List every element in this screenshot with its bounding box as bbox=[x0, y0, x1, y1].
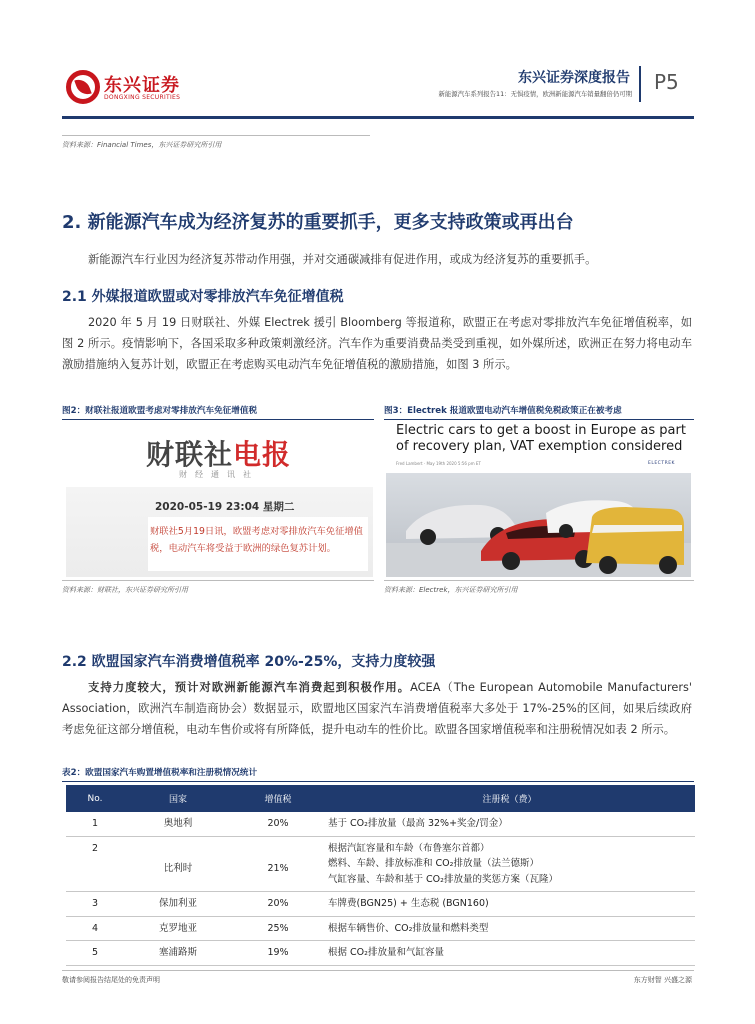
logo-text: 东兴证券 bbox=[104, 75, 180, 96]
vat-table bbox=[66, 785, 695, 966]
figure-2-image bbox=[66, 427, 373, 577]
table-header-row bbox=[66, 785, 695, 812]
report-subtitle: 新能源汽车系列报告11：无惧疫情，欧洲新能源汽车销量翻倍仍可期 bbox=[438, 90, 632, 98]
figure-3-source-rule bbox=[384, 580, 694, 581]
table-2-caption: 表2：欧盟国家汽车购置增值税率和注册税情况统计 bbox=[62, 768, 258, 778]
cell-registration bbox=[324, 812, 695, 836]
cell-vat: 25% bbox=[232, 916, 324, 941]
electrek-headline: Electric cars to get a boost in Europe as part of recovery plan, VAT exemption considered bbox=[396, 423, 686, 454]
cls-brand-main: 财联社 bbox=[146, 438, 234, 471]
cell-vat: 20% bbox=[232, 892, 324, 917]
cls-logo bbox=[146, 433, 291, 473]
table-row bbox=[66, 892, 695, 917]
cell-vat: 21% bbox=[232, 836, 324, 892]
page-number: P5 bbox=[654, 70, 679, 94]
table-row bbox=[66, 941, 695, 966]
cell-country: 塞浦路斯 bbox=[124, 941, 232, 966]
registration-line: 根据 CO₂排放量和气缸容量 bbox=[328, 947, 444, 958]
ev-cars-photo bbox=[386, 473, 691, 577]
cell-country: 奥地利 bbox=[124, 812, 232, 836]
report-brand: 东兴证券深度报告 bbox=[518, 70, 630, 86]
cls-timestamp: 2020-05-19 23:04 星期二 bbox=[155, 501, 295, 513]
registration-line: 燃料、车龄、排放标准和 CO₂排放量（法兰德斯） bbox=[328, 858, 539, 869]
header-rule bbox=[62, 116, 694, 119]
logo-english: DONGXING SECURITIES bbox=[104, 94, 181, 101]
cell-country: 保加利亚 bbox=[124, 892, 232, 917]
cls-news-text: 财联社5月19日讯，欧盟考虑对零排放汽车免征增值税，电动汽车将受益于欧洲的绿色复苏计划。 bbox=[150, 526, 363, 554]
col-header-registration: 注册税（费） bbox=[324, 785, 695, 812]
cell-no: 5 bbox=[66, 941, 124, 966]
figure-2-caption-rule bbox=[62, 419, 374, 420]
footer-slogan: 东方财智 兴盛之源 bbox=[633, 976, 692, 984]
footer-rule bbox=[62, 970, 694, 971]
bold-lead: 支持力度较大，预计对欧洲新能源汽车消费起到积极作用。 bbox=[88, 681, 411, 694]
registration-line: 气缸容量、车龄和基于 CO₂排放量的奖惩方案（瓦隆） bbox=[328, 873, 558, 885]
cell-no: 2 bbox=[66, 836, 124, 892]
cell-no: 1 bbox=[66, 812, 124, 836]
source-rule bbox=[62, 135, 370, 136]
electrek-site-name: ELECTREK bbox=[647, 461, 675, 466]
paragraph-body: ACEA（The European Automobile Manufacturers' Association，欧洲汽车制造商协会）数据显示，欧盟地区国家汽车消费增值税率大多处于 17%-25%的区间，如果后续政府考虑免征这部分增值税，电动车售价或将有所降低，提升电动车的性价比。欧盟各国家增值税率和注册税情况如表 2 所示。 bbox=[62, 681, 692, 736]
table-row bbox=[66, 812, 695, 836]
table-row bbox=[66, 916, 695, 941]
footer-disclaimer: 敬请参阅报告结尾处的免责声明 bbox=[62, 976, 160, 984]
cell-registration bbox=[324, 892, 695, 917]
header-divider bbox=[639, 66, 641, 102]
col-header-country: 国家 bbox=[124, 785, 232, 812]
figure-3-caption-rule bbox=[384, 419, 694, 420]
subsection-paragraph-2-1: 2020 年 5 月 19 日财联社、外媒 Electrek 援引 Bloomberg 等报道称，欧盟正在考虑对零排放汽车免征增值税率，如图 2 所示。疫情影响下，各国采取多种政策刺激经济。汽车作为重要消费品类受到重视，如外媒所述，欧洲正在努力将电动车激励措施纳入复苏计划，欧盟正在考虑购买电动汽车免征增值税的激励措施，如图 3 所示。 bbox=[62, 316, 692, 371]
subsection-title-2-2: 2.2 欧盟国家汽车消费增值税率 20%-25%，支持力度较强 bbox=[62, 654, 436, 670]
col-header-no: No. bbox=[66, 785, 124, 812]
cell-no: 4 bbox=[66, 916, 124, 941]
figure-3-caption: 图3：Electrek 报道欧盟电动汽车增值税免税政策正在被考虑 bbox=[384, 406, 622, 416]
table-2-caption-rule bbox=[62, 781, 694, 782]
figure-3-image bbox=[386, 421, 691, 577]
figure-3-source: 资料来源：Electrek，东兴证券研究所引用 bbox=[384, 586, 518, 594]
electrek-meta: Fred Lambert · May 19th 2020 5:56 pm ET bbox=[396, 461, 481, 466]
cell-registration bbox=[324, 836, 695, 892]
registration-line: 根据车辆售价、CO₂排放量和燃料类型 bbox=[328, 922, 489, 934]
cell-registration bbox=[324, 916, 695, 941]
subsection-paragraph-2-2 bbox=[62, 677, 692, 740]
registration-line: 车牌费(BGN25) + 生态税 (BGN160) bbox=[328, 898, 489, 909]
cls-brand-sub: 财经通讯社 bbox=[179, 470, 259, 479]
cell-country: 比利时 bbox=[124, 836, 232, 892]
col-header-vat: 增值税 bbox=[232, 785, 324, 812]
figure-2-source: 资料来源：财联社，东兴证券研究所引用 bbox=[62, 586, 188, 594]
figure-2-caption: 图2：财联社报道欧盟考虑对零排放汽车免征增值税 bbox=[62, 406, 258, 416]
registration-line: 根据汽缸容量和车龄（布鲁塞尔首都） bbox=[328, 842, 490, 854]
table-row bbox=[66, 836, 695, 892]
cell-vat: 20% bbox=[232, 812, 324, 836]
section-title: 2. 新能源汽车成为经济复苏的重要抓手，更多支持政策或再出台 bbox=[62, 212, 574, 233]
figure-2-source-rule bbox=[62, 580, 374, 581]
van-yellow-icon bbox=[586, 507, 684, 574]
registration-line: 基于 CO₂排放量（最高 32%+奖金/罚金） bbox=[328, 818, 508, 829]
cell-country: 克罗地亚 bbox=[124, 916, 232, 941]
cls-brand-red: 电报 bbox=[233, 438, 292, 471]
cell-registration bbox=[324, 941, 695, 966]
section-intro: 新能源汽车行业因为经济复苏带动作用强，并对交通碳减排有促进作用，或成为经济复苏的重要抓手。 bbox=[88, 253, 597, 266]
company-logo-icon bbox=[66, 70, 100, 104]
top-source: 资料来源：Financial Times，东兴证券研究所引用 bbox=[62, 141, 222, 149]
cell-vat: 19% bbox=[232, 941, 324, 966]
cell-no: 3 bbox=[66, 892, 124, 917]
subsection-title-2-1: 2.1 外媒报道欧盟或对零排放汽车免征增值税 bbox=[62, 289, 344, 305]
